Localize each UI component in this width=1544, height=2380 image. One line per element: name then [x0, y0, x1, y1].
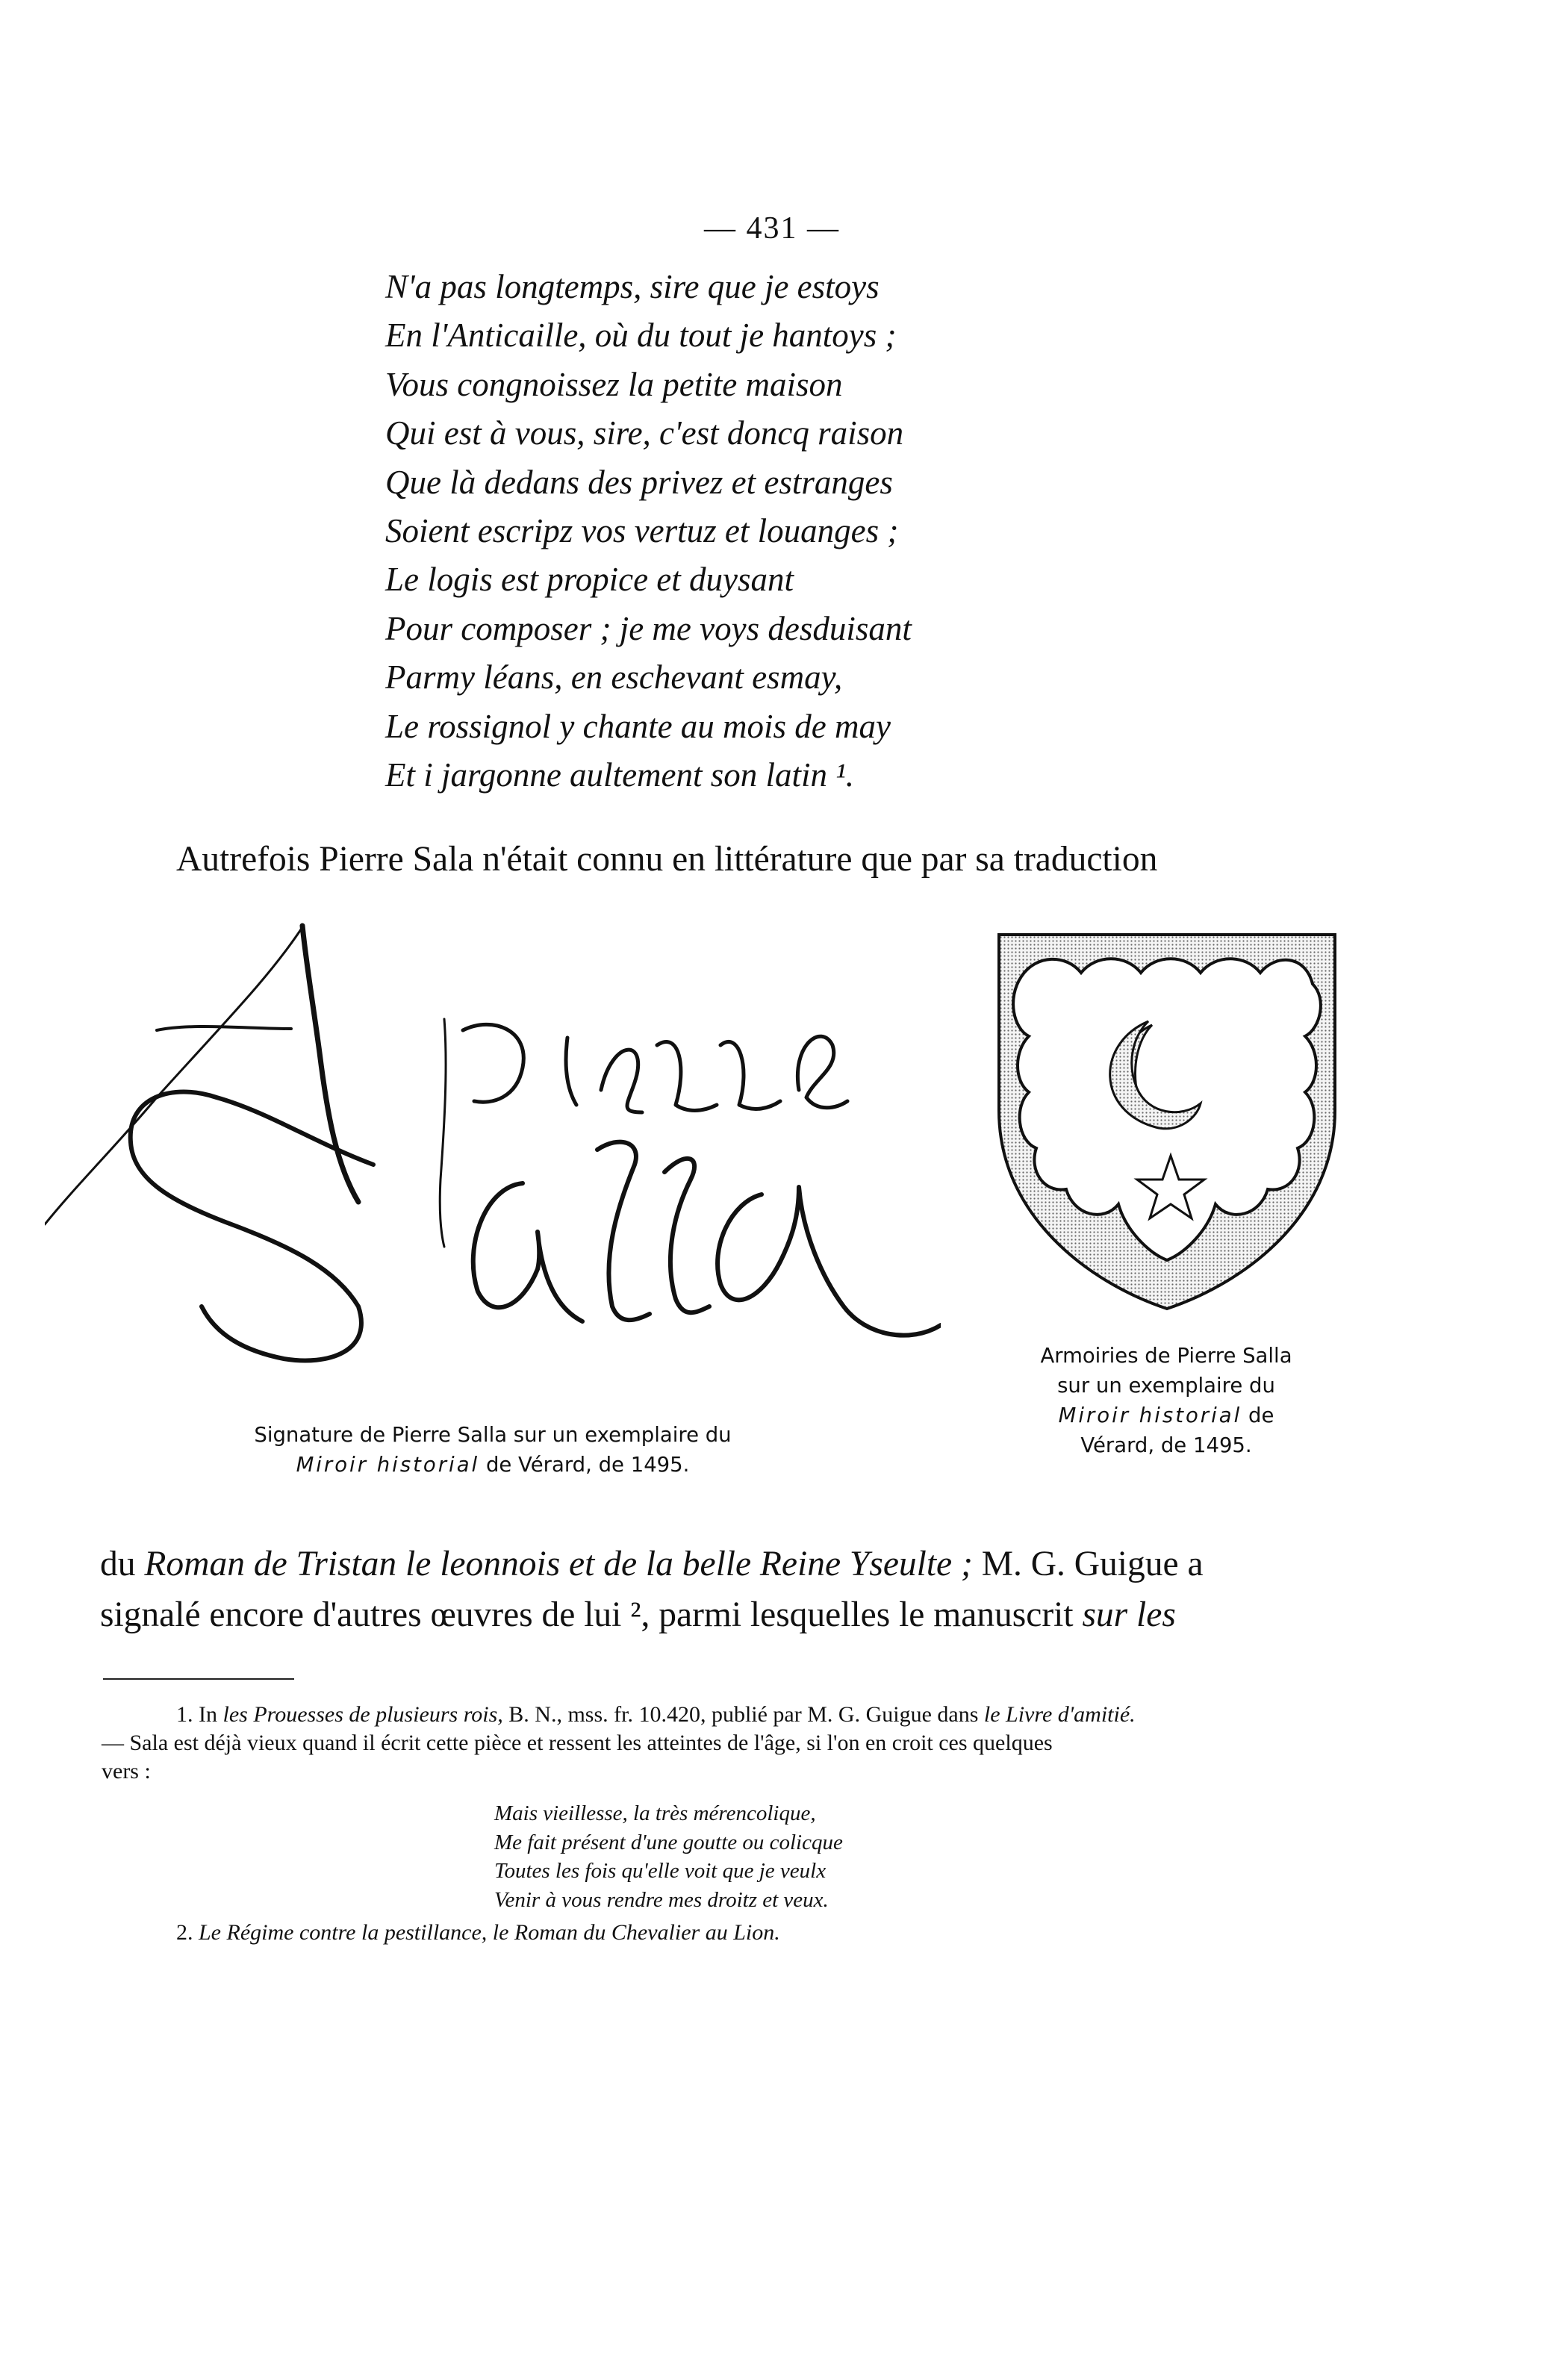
arms-caption-line: Armoiries de Pierre Salla — [1040, 1344, 1292, 1368]
caption-text: de Vérard, de 1495. — [479, 1453, 690, 1477]
poem-line: Pour composer ; je me voys desduisant — [385, 609, 912, 647]
footnote-verses — [494, 1799, 843, 1914]
caption-italic-title: Miroir historial — [1058, 1404, 1242, 1427]
footnote-text: B. N., mss. fr. 10.420, publié par M. G. Guigue dans — [502, 1702, 984, 1727]
poem-line: N'a pas longtemps, sire que je estoys — [385, 268, 880, 305]
body-italic-title: Roman de Tristan le leonnois et de la belle Reine Yseulte ; — [144, 1545, 973, 1583]
signature-caption-line — [217, 1450, 769, 1480]
body-text-line — [100, 1544, 1204, 1584]
poem-line: Que là dedans des privez et estranges — [385, 463, 893, 501]
signature-caption — [217, 1420, 769, 1480]
signature-image — [45, 918, 941, 1396]
body-text-line — [100, 1595, 1176, 1635]
footnote-1 — [176, 1702, 1136, 1728]
poem — [385, 263, 1356, 800]
caption-italic-title: Miroir historial — [296, 1453, 480, 1477]
verse-line: Venir à vous rendre mes droitz et veux. — [494, 1887, 829, 1912]
arms-caption-line: sur un exemplaire du — [1057, 1374, 1275, 1398]
poem-line: Le rossignol y chante au mois de may — [385, 707, 891, 745]
footnote-1-line: vers : — [102, 1759, 151, 1784]
page-number: — 431 — — [704, 211, 840, 246]
poem-line: Qui est à vous, sire, c'est doncq raison — [385, 414, 904, 452]
footnote-italic: les Prouesses de plusieurs rois, — [222, 1702, 503, 1727]
poem-line: Parmy léans, en eschevant esmay, — [385, 658, 843, 697]
arms-caption-line — [994, 1401, 1338, 1430]
footnote-number: 2. — [176, 1920, 193, 1945]
body-text: du — [100, 1545, 145, 1583]
body-text: signalé encore d'autres œuvres de lui ², parmi lesquelles le manuscrit — [100, 1595, 1083, 1634]
footnote-text: In — [193, 1702, 223, 1727]
footnote-italic: Le Régime contre la pestillance, le Roman du Chevalier au Lion. — [193, 1920, 780, 1945]
poem-line: Et i jargonne aultement son latin ¹. — [385, 756, 855, 794]
arms-caption — [994, 1341, 1338, 1460]
body-italic-text: sur les — [1082, 1595, 1176, 1634]
verse-line: Mais vieillesse, la très mérencolique, — [494, 1801, 816, 1825]
poem-line: Le logis est propice et duysant — [385, 561, 794, 599]
verse-line: Me fait présent d'une goutte ou colicque — [494, 1830, 843, 1854]
body-text: M. G. Guigue a — [972, 1545, 1204, 1583]
poem-line: Vous congnoissez la petite maison — [385, 365, 843, 403]
footnote-1-line: — Sala est déjà vieux quand il écrit cette pièce et ressent les atteintes de l'âge, si l'on en croit ces quelques — [102, 1731, 1053, 1755]
footnote-2 — [176, 1920, 780, 1946]
caption-text: de — [1242, 1404, 1274, 1427]
poem-line: En l'Anticaille, où du tout je hantoys ; — [385, 317, 897, 355]
footnote-divider — [103, 1678, 294, 1680]
arms-caption-line: Vérard, de 1495. — [1080, 1433, 1252, 1457]
footnote-number: 1. — [176, 1702, 193, 1727]
footnote-italic: le Livre d'amitié. — [983, 1702, 1136, 1727]
intro-paragraph-line: Autrefois Pierre Sala n'était connu en littérature que par sa traduction — [176, 840, 1158, 879]
verse-line: Toutes les fois qu'elle voit que je veulx — [494, 1859, 827, 1883]
coat-of-arms-image — [992, 932, 1342, 1312]
signature-caption-line: Signature de Pierre Salla sur un exemplaire du — [254, 1423, 732, 1447]
poem-line: Soient escripz vos vertuz et louanges ; — [385, 512, 899, 550]
